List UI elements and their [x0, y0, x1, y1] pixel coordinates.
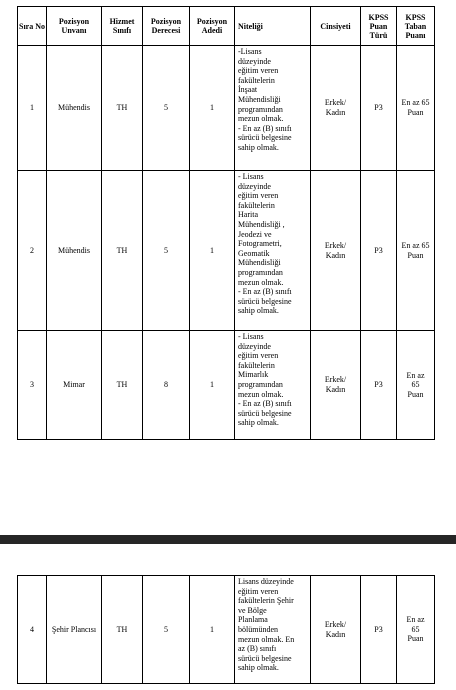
cell-line: Erkek/ — [324, 619, 347, 629]
cell-line: Fotogrametri, — [238, 239, 282, 249]
cell-line: fakültelerin — [238, 200, 275, 210]
row-no: 4 — [18, 576, 47, 684]
row-no: 1 — [18, 46, 47, 171]
row-kpss-score — [397, 576, 435, 684]
cell-line: fakültelerin — [238, 360, 275, 370]
cell-line: Planlama — [238, 615, 268, 625]
cell-line: Erkek/ — [324, 375, 347, 385]
positions-table-continued — [17, 575, 435, 684]
header-no: Sıra No — [18, 7, 47, 46]
cell-line: En az — [406, 615, 425, 625]
cell-line: eğitim veren — [238, 351, 279, 361]
header-qualification: Niteliği — [235, 7, 311, 46]
table-row — [18, 576, 435, 684]
cell-line: Lisans düzeyinde — [238, 577, 294, 586]
row-kpss-type: P3 — [361, 171, 397, 331]
row-grade: 8 — [143, 331, 190, 440]
cell-line: - En az (B) sınıfı — [238, 123, 292, 133]
cell-line: sahip olmak. — [238, 306, 279, 316]
cell-line: Kadın — [325, 250, 346, 260]
cell-line: Jeodezi ve — [238, 229, 272, 239]
row-qualification — [235, 331, 311, 440]
cell-line: 65 — [411, 380, 420, 390]
row-title: Mimar — [47, 331, 102, 440]
row-gender — [311, 46, 361, 171]
row-kpss-score — [397, 331, 435, 440]
cell-line: fakültelerin Şehir — [238, 596, 294, 606]
cell-line: sürücü belgesine — [238, 133, 292, 143]
page-separator — [0, 535, 456, 544]
row-kpss-score — [397, 171, 435, 331]
cell-line: eğitim veren — [238, 66, 279, 76]
cell-line: - En az (B) sınıfı — [238, 399, 292, 409]
cell-line: mezun olmak. — [238, 114, 284, 124]
row-title: Mühendis — [47, 171, 102, 331]
table-row — [18, 46, 435, 171]
positions-table — [17, 6, 435, 440]
table-row — [18, 331, 435, 440]
cell-line: programından — [238, 104, 283, 114]
row-title: Mühendis — [47, 46, 102, 171]
row-count: 1 — [190, 331, 235, 440]
cell-line: bölümünden — [238, 624, 278, 634]
header-kpss-type: KPSS Puan Türü — [361, 7, 397, 46]
cell-line: düzeyinde — [238, 56, 271, 66]
cell-line: eğitim veren — [238, 191, 279, 201]
header-kpss-score: KPSS Taban Puanı — [397, 7, 435, 46]
row-gender — [311, 171, 361, 331]
cell-line: Mimarlık — [238, 370, 269, 380]
row-no: 2 — [18, 171, 47, 331]
cell-line: İnşaat — [238, 85, 258, 95]
row-service: TH — [102, 331, 143, 440]
cell-line: Geomatik — [238, 248, 270, 258]
row-service: TH — [102, 576, 143, 684]
row-no: 3 — [18, 331, 47, 440]
cell-line: - Lisans — [238, 332, 264, 341]
cell-line: programından — [238, 379, 283, 389]
cell-line: düzeyinde — [238, 181, 271, 191]
cell-line: Erkek/ — [324, 240, 347, 250]
cell-line: sürücü belgesine — [238, 408, 292, 418]
cell-line: Puan — [407, 108, 424, 117]
row-count: 1 — [190, 576, 235, 684]
header-gender: Cinsiyeti — [311, 7, 361, 46]
cell-line: mezun olmak. — [238, 277, 284, 287]
cell-line: Kadın — [325, 108, 346, 117]
cell-line: -Lisans — [238, 47, 262, 56]
header-row — [18, 7, 435, 46]
row-grade: 5 — [143, 576, 190, 684]
table-row — [18, 171, 435, 331]
cell-line: En az — [406, 370, 425, 380]
row-grade: 5 — [143, 171, 190, 331]
cell-line: ve Bölge — [238, 605, 267, 615]
cell-line: 65 — [411, 624, 420, 634]
row-gender — [311, 576, 361, 684]
row-kpss-type: P3 — [361, 331, 397, 440]
cell-line: sahip olmak. — [238, 418, 279, 428]
cell-line: eğitim veren — [238, 586, 279, 596]
row-kpss-type: P3 — [361, 576, 397, 684]
cell-line: Puan — [407, 389, 424, 399]
cell-line: Kadın — [325, 629, 346, 639]
header-grade: Pozisyon Derecesi — [143, 7, 190, 46]
cell-line: Puan — [407, 634, 424, 644]
row-count: 1 — [190, 171, 235, 331]
cell-line: mezun olmak. En — [238, 634, 295, 644]
row-qualification — [235, 576, 311, 684]
row-title: Şehir Plancısı — [47, 576, 102, 684]
cell-line: Kadın — [325, 385, 346, 394]
row-kpss-type: P3 — [361, 46, 397, 171]
cell-line: fakültelerin — [238, 75, 275, 85]
cell-line: En az 65 — [401, 98, 430, 108]
cell-line: sahip olmak. — [238, 663, 279, 673]
cell-line: sahip olmak. — [238, 142, 279, 152]
row-qualification — [235, 171, 311, 331]
header-title: Pozisyon Unvanı — [47, 7, 102, 46]
header-service: Hizmet Sınıfı — [102, 7, 143, 46]
cell-line: Mühendisliği — [238, 94, 281, 104]
cell-line: sürücü belgesine — [238, 653, 292, 663]
cell-line: - Lisans — [238, 172, 264, 181]
row-kpss-score — [397, 46, 435, 171]
cell-line: sürücü belgesine — [238, 296, 292, 306]
cell-line: Mühendisliği , — [238, 219, 285, 229]
cell-line: - En az (B) sınıfı — [238, 287, 292, 297]
row-qualification — [235, 46, 311, 171]
cell-line: Mühendisliği — [238, 258, 281, 268]
row-service: TH — [102, 46, 143, 171]
cell-line: düzeyinde — [238, 341, 271, 351]
cell-line: Harita — [238, 210, 258, 220]
cell-line: programından — [238, 267, 283, 277]
header-count: Pozisyon Adedi — [190, 7, 235, 46]
cell-line: Puan — [407, 250, 424, 260]
row-count: 1 — [190, 46, 235, 171]
cell-line: Erkek/ — [324, 98, 347, 108]
cell-line: mezun olmak. — [238, 389, 284, 399]
cell-line: az (B) sınıfı — [238, 644, 277, 654]
row-service: TH — [102, 171, 143, 331]
row-grade: 5 — [143, 46, 190, 171]
cell-line: En az 65 — [401, 240, 430, 250]
row-gender — [311, 331, 361, 440]
